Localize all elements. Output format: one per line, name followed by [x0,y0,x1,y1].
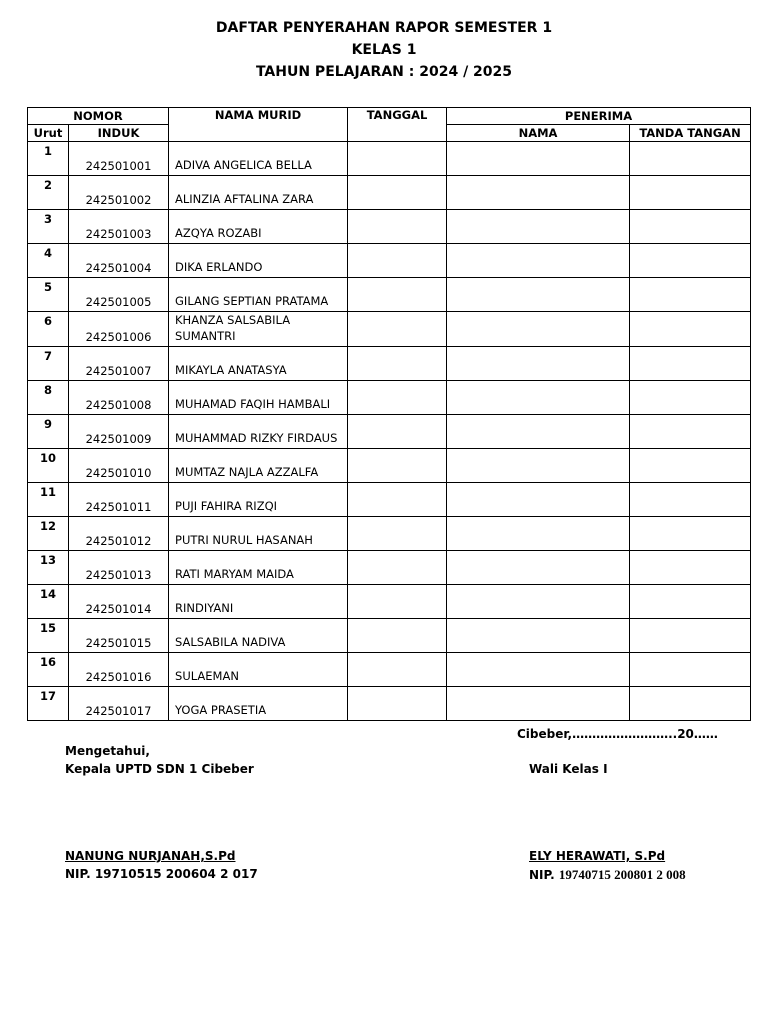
row-urut: 17 [28,687,69,721]
header-induk: INDUK [69,125,169,142]
row-tanda-tangan [630,653,751,687]
row-urut: 16 [28,653,69,687]
row-penerima-nama [447,517,630,551]
row-induk: 242501010 [69,449,169,483]
row-tanda-tangan [630,517,751,551]
row-urut: 7 [28,347,69,381]
row-penerima-nama [447,415,630,449]
row-penerima-nama [447,619,630,653]
row-urut: 5 [28,278,69,312]
academic-year: TAHUN PELAJARAN : 2024 / 2025 [255,64,513,80]
header-tanda-tangan: TANDA TANGAN [630,125,751,142]
row-induk: 242501011 [69,483,169,517]
header-penerima: PENERIMA [447,108,751,125]
row-nama-murid: MUMTAZ NAJLA AZZALFA [169,449,348,483]
row-induk: 242501013 [69,551,169,585]
teacher-title: Wali Kelas I [529,762,608,776]
row-tanggal [348,619,447,653]
row-tanda-tangan [630,142,751,176]
table-row [28,653,751,687]
table-row [28,687,751,721]
row-tanda-tangan [630,415,751,449]
row-induk: 242501003 [69,210,169,244]
row-penerima-nama [447,244,630,278]
header-nama-murid: NAMA MURID [169,108,348,142]
row-tanda-tangan [630,585,751,619]
table-row [28,449,751,483]
table-row [28,619,751,653]
row-induk: 242501006 [69,312,169,347]
row-penerima-nama [447,142,630,176]
row-tanggal [348,415,447,449]
row-urut: 8 [28,381,69,415]
row-tanggal [348,653,447,687]
principal-name: NANUNG NURJANAH,S.Pd [65,849,236,863]
row-nama-murid: RATI MARYAM MAIDA [169,551,348,585]
row-induk: 242501001 [69,142,169,176]
row-urut: 1 [28,142,69,176]
row-nama-murid: PUJI FAHIRA RIZQI [169,483,348,517]
row-tanda-tangan [630,312,751,347]
row-tanggal [348,585,447,619]
row-tanda-tangan [630,176,751,210]
row-tanda-tangan [630,347,751,381]
row-nama-murid: AZQYA ROZABI [169,210,348,244]
row-induk: 242501016 [69,653,169,687]
table-row [28,142,751,176]
table-row [28,347,751,381]
table-row [28,517,751,551]
row-tanggal [348,142,447,176]
teacher-name: ELY HERAWATI, S.Pd [529,849,666,863]
row-nama-murid: ALINZIA AFTALINA ZARA [169,176,348,210]
row-nama-murid: PUTRI NURUL HASANAH [169,517,348,551]
row-urut: 15 [28,619,69,653]
header-urut: Urut [28,125,69,142]
row-tanggal [348,210,447,244]
row-tanda-tangan [630,381,751,415]
row-penerima-nama [447,210,630,244]
row-nama-murid: GILANG SEPTIAN PRATAMA [169,278,348,312]
principal-nip: NIP. 19710515 200604 2 017 [65,867,258,881]
row-nama-murid: YOGA PRASETIA [169,687,348,721]
row-nama-murid: ADIVA ANGELICA BELLA [169,142,348,176]
row-tanggal [348,176,447,210]
row-tanggal [348,312,447,347]
table-row [28,278,751,312]
row-penerima-nama [447,312,630,347]
row-urut: 11 [28,483,69,517]
row-urut: 14 [28,585,69,619]
row-tanda-tangan [630,449,751,483]
row-induk: 242501014 [69,585,169,619]
header-tanggal: TANGGAL [348,108,447,142]
row-induk: 242501017 [69,687,169,721]
row-tanda-tangan [630,278,751,312]
teacher-nip-label: NIP. [529,868,555,882]
row-nama-murid: DIKA ERLANDO [169,244,348,278]
row-nama-murid: MUHAMAD FAQIH HAMBALI [169,381,348,415]
row-tanda-tangan [630,210,751,244]
header-nomor: NOMOR [28,108,169,125]
table-row [28,210,751,244]
row-tanggal [348,449,447,483]
row-penerima-nama [447,449,630,483]
table-row [28,551,751,585]
report-handover-table [27,107,751,721]
row-nama-murid: MIKAYLA ANATASYA [169,347,348,381]
row-urut: 3 [28,210,69,244]
row-urut: 2 [28,176,69,210]
row-urut: 9 [28,415,69,449]
table-row [28,176,751,210]
row-urut: 6 [28,312,69,347]
row-penerima-nama [447,551,630,585]
table-row [28,483,751,517]
table-row [28,312,751,347]
row-penerima-nama [447,653,630,687]
row-nama-murid: KHANZA SALSABILA SUMANTRI [169,312,348,347]
row-tanggal [348,551,447,585]
principal-title: Kepala UPTD SDN 1 Cibeber [65,762,254,776]
teacher-nip-number: 19740715 200801 2 008 [558,867,686,882]
row-tanggal [348,347,447,381]
row-tanda-tangan [630,551,751,585]
row-induk: 242501015 [69,619,169,653]
row-induk: 242501009 [69,415,169,449]
row-penerima-nama [447,381,630,415]
row-induk: 242501007 [69,347,169,381]
teacher-nip [529,867,686,883]
acknowledged-label: Mengetahui, [65,744,150,758]
row-urut: 4 [28,244,69,278]
class-name: KELAS 1 [351,42,417,58]
place-date-line: Cibeber,……………………..20…… [517,727,718,741]
row-penerima-nama [447,347,630,381]
row-induk: 242501012 [69,517,169,551]
table-row [28,381,751,415]
row-induk: 242501005 [69,278,169,312]
row-tanggal [348,244,447,278]
table-row [28,244,751,278]
row-induk: 242501004 [69,244,169,278]
row-induk: 242501002 [69,176,169,210]
row-penerima-nama [447,483,630,517]
row-tanda-tangan [630,244,751,278]
table-row [28,415,751,449]
document-title: DAFTAR PENYERAHAN RAPOR SEMESTER 1 [215,20,553,36]
row-tanda-tangan [630,687,751,721]
row-nama-murid: SALSABILA NADIVA [169,619,348,653]
row-penerima-nama [447,585,630,619]
row-penerima-nama [447,278,630,312]
row-nama-murid: MUHAMMAD RIZKY FIRDAUS [169,415,348,449]
row-induk: 242501008 [69,381,169,415]
table-row [28,585,751,619]
row-tanggal [348,381,447,415]
row-tanggal [348,687,447,721]
header-penerima-nama: NAMA [447,125,630,142]
row-tanggal [348,517,447,551]
row-penerima-nama [447,176,630,210]
row-tanda-tangan [630,619,751,653]
row-urut: 13 [28,551,69,585]
row-tanggal [348,483,447,517]
row-urut: 10 [28,449,69,483]
row-nama-murid: SULAEMAN [169,653,348,687]
row-tanda-tangan [630,483,751,517]
row-tanggal [348,278,447,312]
row-nama-murid: RINDIYANI [169,585,348,619]
row-penerima-nama [447,687,630,721]
row-urut: 12 [28,517,69,551]
